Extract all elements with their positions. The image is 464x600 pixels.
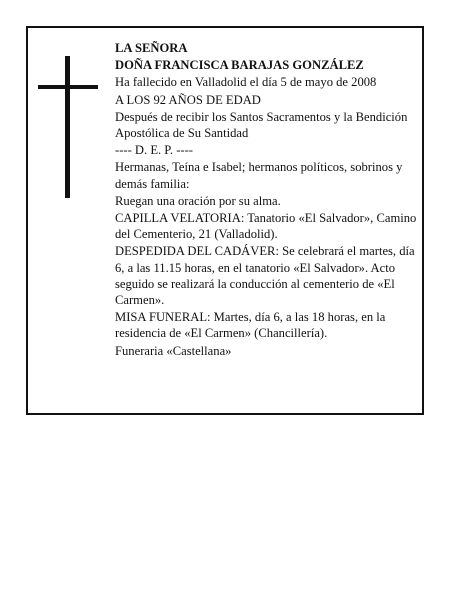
family-line: Hermanas, Teína e Isabel; hermanos políticos, sobrinos y demás familia: xyxy=(115,160,403,191)
rip-line: ---- D. E. P. ---- xyxy=(115,143,193,158)
cross-horizontal-bar xyxy=(38,85,98,89)
farewell-info: DESPEDIDA DEL CADÁVER: Se celebrará el martes, día 6, a las 11.15 horas, en el tanatorio «El Salvador». Acto seguido se realizará la conducción al cementerio de «El Carmen». xyxy=(115,244,415,308)
funeral-home: Funeraria «Castellana» xyxy=(115,343,232,358)
cross-vertical-bar xyxy=(65,56,70,198)
obituary-text xyxy=(115,40,419,360)
prayer-line: Ruegan una oración por su alma. xyxy=(115,193,281,208)
death-line: Ha fallecido en Valladolid el día 5 de mayo de 2008 xyxy=(115,75,377,90)
obituary-notice xyxy=(26,26,424,415)
notice-title: LA SEÑORA xyxy=(115,41,188,55)
sacraments-line: Después de recibir los Santos Sacramentos y la Bendición Apostólica de Su Santidad xyxy=(115,109,408,141)
age-line: A LOS 92 AÑOS DE EDAD xyxy=(115,92,261,107)
deceased-name: DOÑA FRANCISCA BARAJAS GONZÁLEZ xyxy=(115,58,364,73)
funeral-mass-info: MISA FUNERAL: Martes, día 6, a las 18 horas, en la residencia de «El Carmen» (Chancillería). xyxy=(115,310,386,341)
chapel-info: CAPILLA VELATORIA: Tanatorio «El Salvador», Camino del Cementerio, 21 (Valladolid). xyxy=(115,211,417,242)
cross-icon xyxy=(38,56,98,198)
